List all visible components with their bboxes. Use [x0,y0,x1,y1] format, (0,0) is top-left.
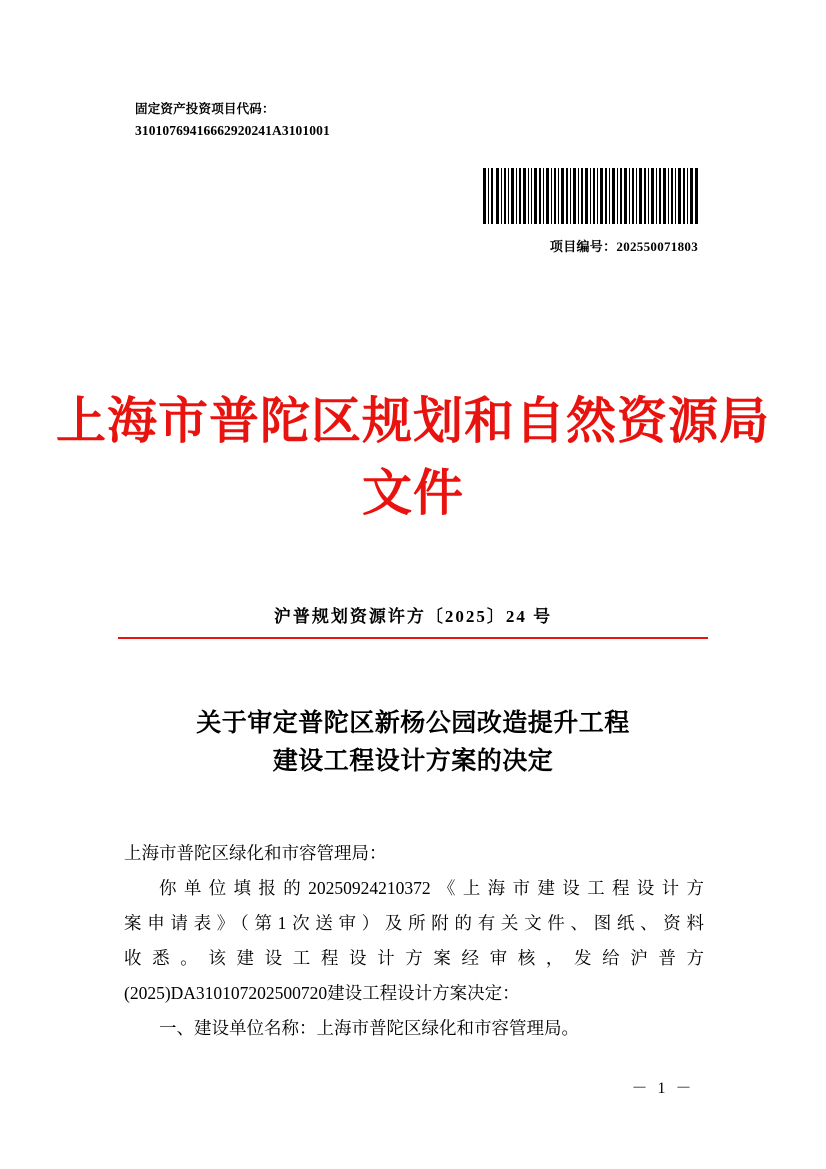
page-title [0,705,826,781]
barcode-block [483,168,698,255]
project-code-label: 固定资产投资项目代码： [135,102,275,116]
project-number-label: 项目编号：202550071803 [549,239,698,254]
masthead [0,385,826,529]
title-line-1: 关于审定普陀区新杨公园改造提升工程 [196,710,630,737]
project-code-block [135,98,535,142]
body-item-1: 一、建设单位名称：上海市普陀区绿化和市容管理局。 [159,1018,579,1038]
body-paragraph-line-2: 案申请表》（第1次送审）及所附的有关文件、图纸、资料 [124,913,704,933]
masthead-line-1: 上海市普陀区规划和自然资源局 [56,393,770,449]
document-number: 沪普规划资源许方〔2025〕24 号 [273,607,553,626]
title-line-2: 建设工程设计方案的决定 [272,748,554,775]
recipient-line: 上海市普陀区绿化和市容管理局： [124,843,387,863]
page-number: － 1 － [631,1080,695,1097]
body-paragraph-line-1: 你单位填报的20250924210372《上海市建设工程设计方 [159,878,704,898]
document-body [124,836,704,1046]
red-divider-rule [118,637,708,639]
masthead-line-2: 文件 [362,465,464,521]
barcode-icon [483,168,698,224]
project-code-value: 31010769416662920241A3101001 [135,123,330,138]
body-paragraph-line-4: (2025)DA310107202500720建设工程设计方案决定： [124,983,520,1003]
body-paragraph-line-3: 收悉。该建设工程设计方案经审核，发给沪普方 [124,948,704,968]
